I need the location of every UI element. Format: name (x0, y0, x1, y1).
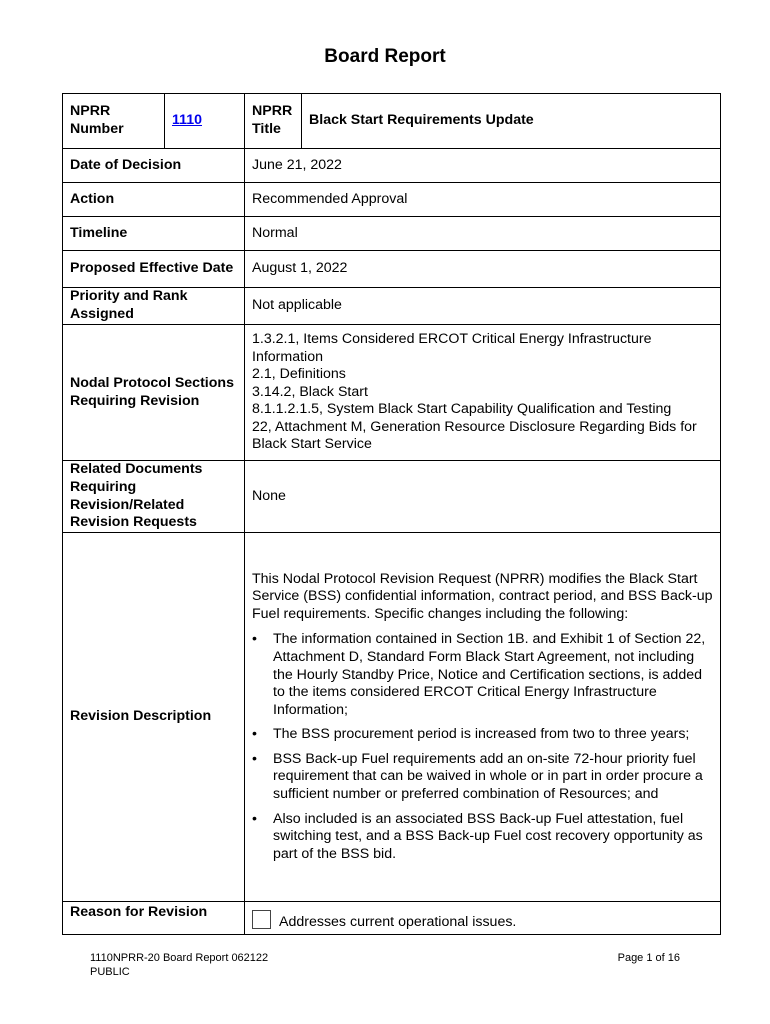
board-report-table (62, 93, 721, 935)
nprr-title-label: NPRR Title (245, 94, 302, 149)
table-row (63, 183, 721, 217)
reason-option-label: Addresses current operational issues. (279, 913, 517, 930)
action-label: Action (63, 183, 245, 217)
footer-left (90, 951, 268, 979)
nprr-header-row (63, 94, 721, 149)
bullet-icon: • (252, 631, 257, 648)
reason-cell (245, 902, 721, 935)
revision-description-intro: This Nodal Protocol Revision Request (NPRR) modifies the Black Start Service (BSS) confidential information, contract period, and BSS Back-up Fuel requirements. Specific changes including the following: (252, 570, 713, 622)
bullet-text: The BSS procurement period is increased from two to three years; (273, 726, 690, 743)
nprr-number-cell (165, 94, 245, 149)
table-row (63, 217, 721, 251)
bullet-icon: • (252, 750, 257, 767)
table-row (63, 461, 721, 533)
table-row (63, 533, 721, 902)
bullet-icon: • (252, 726, 257, 743)
list-item (252, 751, 713, 804)
date-of-decision-value: June 21, 2022 (245, 149, 721, 183)
section-item: 22, Attachment M, Generation Resource Disclosure Regarding Bids for Black Start Service (252, 418, 697, 453)
section-item: 8.1.1.2.1.5, System Black Start Capability Qualification and Testing (252, 401, 672, 418)
bullet-text: Also included is an associated BSS Back-up Fuel attestation, fuel switching test, and a BSS Back-up Fuel cost recovery opportunity as part of the BSS bid. (273, 810, 703, 862)
bullet-text: BSS Back-up Fuel requirements add an on-site 72-hour priority fuel requirement that can be waived in whole or in part in order procure a sufficient number or preferred combination of Resources; and (273, 750, 703, 803)
footer-page-number: Page 1 of 16 (617, 952, 680, 964)
proposed-effective-date-value: August 1, 2022 (245, 251, 721, 288)
table-row (63, 149, 721, 183)
list-item (252, 631, 713, 719)
revision-bullets (252, 631, 713, 863)
list-item (252, 726, 713, 744)
proposed-effective-date-label: Proposed Effective Date (63, 251, 245, 288)
section-item: 1.3.2.1, Items Considered ERCOT Critical Energy Infrastructure Information (252, 330, 652, 365)
timeline-value: Normal (245, 217, 721, 251)
related-documents-value: None (245, 461, 721, 533)
footer-classification: PUBLIC (90, 966, 130, 978)
bullet-icon: • (252, 810, 257, 827)
priority-rank-value: Not applicable (245, 288, 721, 325)
priority-rank-label: Priority and Rank Assigned (63, 288, 245, 325)
sections-list (245, 325, 721, 461)
revision-description-label: Revision Description (63, 533, 245, 902)
related-documents-label: Related Documents Requiring Revision/Related Revision Requests (63, 461, 245, 533)
section-item: 2.1, Definitions (252, 366, 346, 383)
section-item: 3.14.2, Black Start (252, 383, 368, 400)
table-row (63, 251, 721, 288)
table-row (63, 288, 721, 325)
page-title: Board Report (324, 46, 446, 67)
table-row (63, 325, 721, 461)
timeline-label: Timeline (63, 217, 245, 251)
table-row (63, 902, 721, 935)
list-item (252, 811, 713, 864)
footer-doc-id: 1110NPRR-20 Board Report 062122 (90, 952, 269, 964)
nprr-number-link[interactable]: 1110 (172, 112, 202, 129)
date-of-decision-label: Date of Decision (63, 149, 245, 183)
nprr-number-label: NPRR Number (63, 94, 165, 149)
reason-label: Reason for Revision (63, 902, 245, 935)
nprr-title-value: Black Start Requirements Update (302, 94, 721, 149)
revision-description-cell (245, 533, 721, 902)
action-value: Recommended Approval (245, 183, 721, 217)
bullet-text: The information contained in Section 1B. and Exhibit 1 of Section 22, Attachment D, Standard Form Black Start Agreement, not including the Hourly Standby Price, Notice and Certification sections, is added to the items considered ERCOT Critical Energy Infrastructure Information; (273, 631, 706, 718)
sections-label: Nodal Protocol Sections Requiring Revision (63, 325, 245, 461)
reason-checkbox[interactable] (252, 910, 271, 929)
